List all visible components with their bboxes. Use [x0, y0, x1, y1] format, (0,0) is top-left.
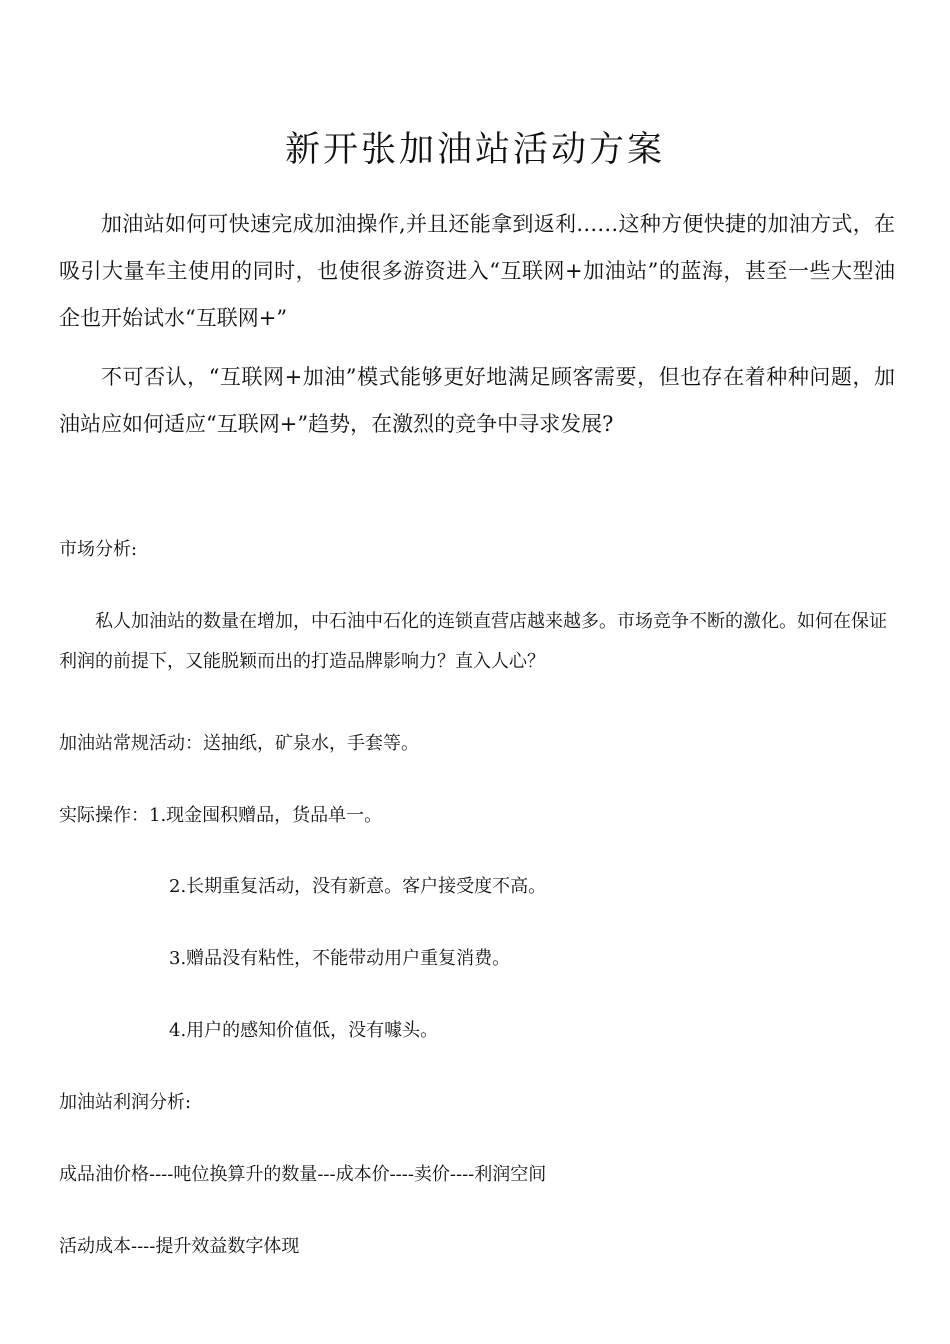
practice-item-4: 4.用户的感知价值低，没有噱头。 — [169, 1020, 439, 1041]
profit-analysis-line-1: 成品油价格----吨位换算升的数量---成本价----卖价----利润空间 — [59, 1164, 547, 1185]
market-analysis-heading: 市场分析: — [59, 539, 138, 560]
intro-paragraph-2: 不可否认，“互联网+加油”模式能够更好地满足顾客需要，但也存在着种种问题，加油站应如何适应“互联网+”趋势，在激烈的竞争中寻求发展? — [59, 365, 895, 436]
intro-paragraph-1: 加油站如何可快速完成加油操作,并且还能拿到返利……这种方便快捷的加油方式，在吸引大量车主使用的同时，也使很多游资进入“互联网+加油站”的蓝海，甚至一些大型油企也开始试水“互联网+” — [59, 212, 895, 330]
practice-item-3: 3.赠品没有粘性，不能带动用户重复消费。 — [169, 948, 511, 969]
practice-first-line — [59, 803, 382, 829]
practice-label: 实际操作： — [59, 805, 149, 826]
profit-analysis-line-2: 活动成本----提升效益数字体现 — [59, 1236, 300, 1257]
profit-analysis-heading: 加油站利润分析: — [59, 1092, 192, 1113]
document-title: 新开张加油站活动方案 — [284, 130, 665, 170]
routine-activities: 加油站常规活动：送抽纸，矿泉水，手套等。 — [59, 733, 419, 754]
practice-item-1: 1.现金囤积赠品，货品单一。 — [149, 805, 383, 826]
practice-item-2: 2.长期重复活动，没有新意。客户接受度不高。 — [169, 876, 547, 897]
market-analysis-body: 私人加油站的数量在增加，中石油中石化的连锁直营店越来越多。市场竞争不断的激化。如何在保证利润的前提下，又能脱颖而出的打造品牌影响力？直入人心？ — [59, 611, 887, 672]
